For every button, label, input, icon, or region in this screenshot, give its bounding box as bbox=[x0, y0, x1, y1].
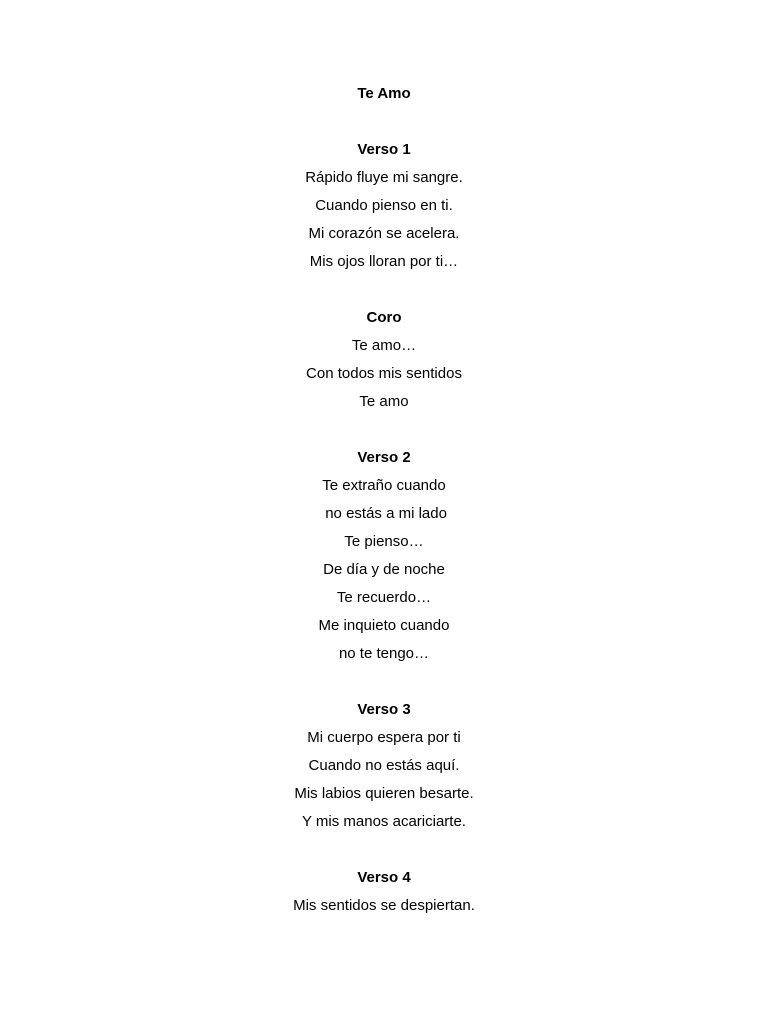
spacer bbox=[0, 836, 768, 864]
lyric-line: Te extraño cuando bbox=[322, 477, 446, 494]
section-verso-2 bbox=[0, 444, 768, 668]
section-heading: Verso 2 bbox=[357, 449, 411, 466]
spacer bbox=[0, 276, 768, 304]
section-heading: Verso 3 bbox=[357, 701, 411, 718]
lyric-line: Mis labios quieren besarte. bbox=[294, 785, 474, 802]
section-heading: Verso 1 bbox=[357, 141, 411, 158]
spacer bbox=[0, 416, 768, 444]
lyric-line: De día y de noche bbox=[323, 561, 445, 578]
lyric-line: Te amo… bbox=[351, 337, 417, 354]
lyric-line: no te tengo… bbox=[338, 645, 430, 662]
section-coro bbox=[0, 304, 768, 416]
section-verso-1 bbox=[0, 136, 768, 276]
lyric-line: Cuando no estás aquí. bbox=[308, 757, 460, 774]
lyric-line: Mi cuerpo espera por ti bbox=[307, 729, 461, 746]
section-verso-4 bbox=[0, 864, 768, 920]
lyric-line: no estás a mi lado bbox=[321, 505, 447, 522]
document-page bbox=[0, 80, 768, 920]
lyric-line: Rápido fluye mi sangre. bbox=[305, 169, 463, 186]
lyric-line: Te pienso… bbox=[344, 533, 424, 550]
lyric-line: Mi corazón se acelera. bbox=[308, 225, 460, 242]
spacer bbox=[0, 668, 768, 696]
lyric-line: Mis sentidos se despiertan. bbox=[293, 897, 475, 914]
lyric-line: Te recuerdo… bbox=[336, 589, 432, 606]
lyric-line: Mis ojos lloran por ti… bbox=[309, 253, 459, 270]
lyric-line: Te amo bbox=[359, 393, 409, 410]
lyric-line: Y mis manos acariciarte. bbox=[302, 813, 466, 830]
section-heading: Coro bbox=[366, 309, 402, 326]
spacer bbox=[0, 108, 768, 136]
section-heading: Verso 4 bbox=[357, 869, 411, 886]
lyric-line: Cuando pienso en ti. bbox=[315, 197, 453, 214]
section-verso-3 bbox=[0, 696, 768, 836]
song-title: Te Amo bbox=[357, 85, 411, 102]
lyric-line: Con todos mis sentidos bbox=[306, 365, 462, 382]
lyric-line: Me inquieto cuando bbox=[318, 617, 450, 634]
